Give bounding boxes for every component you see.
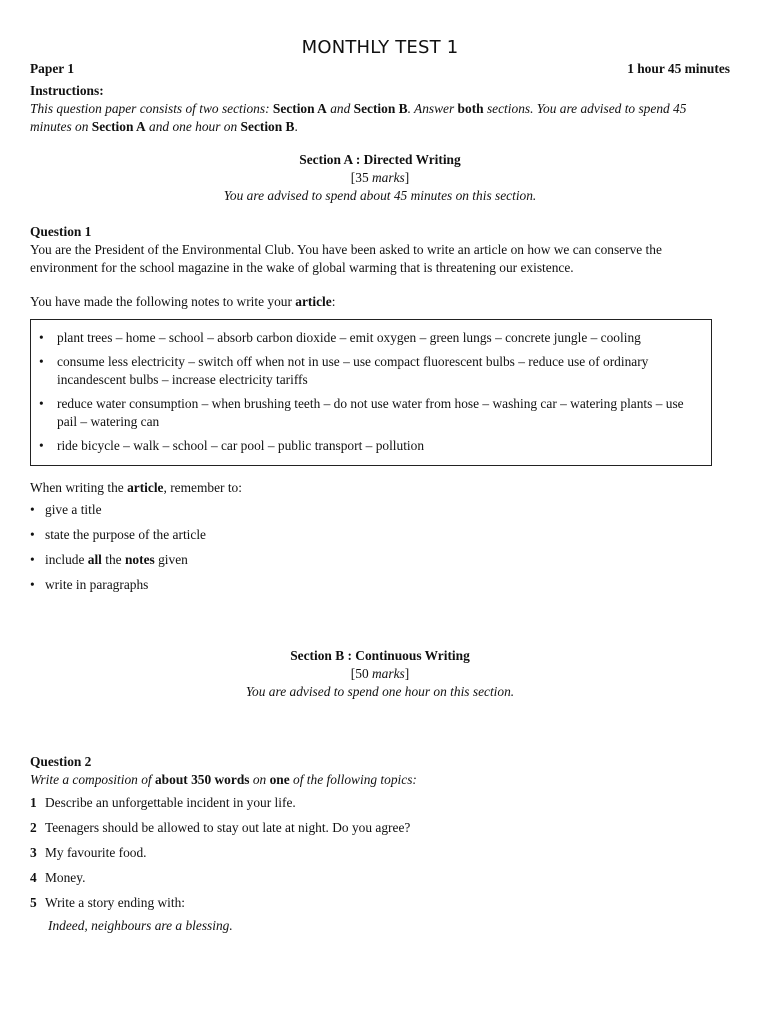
q2-intro-c: on: [249, 772, 270, 787]
instr-bold-1: Section A: [272, 101, 327, 116]
bullet-icon: •: [39, 330, 44, 345]
topic-text: Money.: [45, 870, 86, 885]
instructions-heading: Instructions:: [30, 83, 104, 98]
notes-intro-text: You have made the following notes to write your: [30, 294, 296, 309]
bullet-icon: •: [30, 502, 35, 517]
notes-box: [30, 319, 712, 466]
notes-intro-bold: article: [295, 294, 332, 309]
bullet-icon: •: [30, 527, 35, 542]
paper-info-row: [30, 60, 730, 78]
section-b-marks: [30, 665, 730, 683]
section-b-heading: Section B : Continuous Writing: [290, 648, 470, 663]
r3-b: all: [87, 552, 102, 567]
instr-bold-2: Section B: [353, 101, 408, 116]
exam-page: [30, 36, 730, 935]
q2-intro-a: Write a composition of: [30, 772, 155, 787]
marks-close: ]: [404, 170, 410, 185]
story-ending-text: Indeed, neighbours are a blessing.: [48, 918, 233, 933]
section-a-advice: You are advised to spend about 45 minutes on this section.: [223, 188, 537, 203]
instr-text-6: .: [294, 119, 298, 134]
instructions-text: [30, 100, 730, 136]
section-a-marks: [30, 169, 730, 187]
notes-intro: [30, 293, 730, 311]
q2-intro-d: one: [269, 772, 290, 787]
instr-text-4: sections. You are advised to spend 45 minutes on: [30, 101, 687, 134]
instr-text-1: This question paper consists of two sections:: [30, 101, 273, 116]
topic-item: [30, 844, 730, 862]
marks-open: [50: [350, 666, 372, 681]
list-item-text: [45, 551, 188, 569]
list-item-text: give a title: [45, 502, 102, 517]
section-a-header: [30, 151, 730, 205]
note-text: reduce water consumption – when brushing teeth – do not use water from hose – washing car – watering plants – use pail – watering can: [57, 396, 684, 429]
instr-text-5: and one hour on: [145, 119, 241, 134]
topic-number: 1: [30, 795, 37, 810]
marks-word: marks: [372, 170, 405, 185]
topic-item: [30, 894, 730, 912]
topic-text: Describe an unforgettable incident in your life.: [45, 795, 296, 810]
instr-bold-5: Section B: [240, 119, 295, 134]
bullet-icon: •: [39, 396, 44, 411]
marks-word: marks: [372, 666, 405, 681]
marks-open: [35: [350, 170, 372, 185]
topic-item: [30, 869, 730, 887]
list-item: [30, 501, 730, 519]
remember-text-1: When writing the: [30, 480, 128, 495]
topic-number: 2: [30, 820, 37, 835]
question-2-intro: [30, 771, 730, 789]
notes-list-item: [39, 353, 711, 389]
topic-number: 3: [30, 845, 37, 860]
bullet-icon: •: [39, 354, 44, 369]
r3-a: include: [45, 552, 88, 567]
notes-list-item: [39, 395, 711, 431]
topic-number: 4: [30, 870, 37, 885]
bullet-icon: •: [30, 577, 35, 592]
note-text: ride bicycle – walk – school – car pool – public transport – pollution: [57, 438, 425, 453]
marks-close: ]: [404, 666, 410, 681]
bullet-icon: •: [39, 438, 44, 453]
question-1-heading: Question 1: [30, 224, 92, 239]
remember-intro: [30, 479, 730, 497]
remember-bold: article: [127, 480, 164, 495]
section-b-advice: You are advised to spend one hour on this section.: [245, 684, 515, 699]
remember-list: [30, 501, 730, 594]
remember-text-2: , remember to:: [163, 480, 242, 495]
notes-list-item: [39, 437, 711, 455]
section-a-heading: Section A : Directed Writing: [299, 152, 461, 167]
r3-c: the: [101, 552, 125, 567]
question-2-heading: Question 2: [30, 754, 92, 769]
topic-text: My favourite food.: [45, 845, 147, 860]
list-item: [30, 576, 730, 594]
q2-intro-b: about 350 words: [154, 772, 250, 787]
instr-text-2: and: [326, 101, 354, 116]
r3-d: notes: [124, 552, 155, 567]
instr-text-3: . Answer: [407, 101, 458, 116]
list-item-text: state the purpose of the article: [45, 527, 206, 542]
note-text: plant trees – home – school – absorb carbon dioxide – emit oxygen – green lungs – concrete jungle – cooling: [57, 330, 641, 345]
r3-e: given: [154, 552, 188, 567]
note-text: consume less electricity – switch off when not in use – use compact fluorescent bulbs – reduce use of ordinary incandescent bulbs – increase electricity tariffs: [57, 354, 649, 387]
topic-text: Teenagers should be allowed to stay out late at night. Do you agree?: [45, 820, 411, 835]
page-title: MONTHLY TEST 1: [301, 37, 459, 58]
list-item: [30, 551, 730, 569]
topic-number: 5: [30, 895, 37, 910]
topic-text: Write a story ending with:: [45, 895, 186, 910]
duration-label: 1 hour 45 minutes: [627, 61, 730, 76]
topic-item: [30, 819, 730, 837]
paper-label: Paper 1: [30, 61, 75, 76]
section-b-header: [30, 647, 730, 701]
question-1-body: You are the President of the Environmental Club. You have been asked to write an article on how we can conserve the environment for the school magazine in the wake of global warming that is threatening our existence.: [30, 242, 662, 275]
q2-intro-e: of the following topics:: [289, 772, 417, 787]
topic-item: [30, 794, 730, 812]
instr-bold-4: Section A: [91, 119, 146, 134]
topics-list: [30, 794, 730, 912]
list-item-text: write in paragraphs: [45, 577, 149, 592]
instr-bold-3: both: [457, 101, 484, 116]
list-item: [30, 526, 730, 544]
notes-intro-colon: :: [331, 294, 336, 309]
bullet-icon: •: [30, 552, 35, 567]
notes-list-item: [39, 329, 711, 347]
